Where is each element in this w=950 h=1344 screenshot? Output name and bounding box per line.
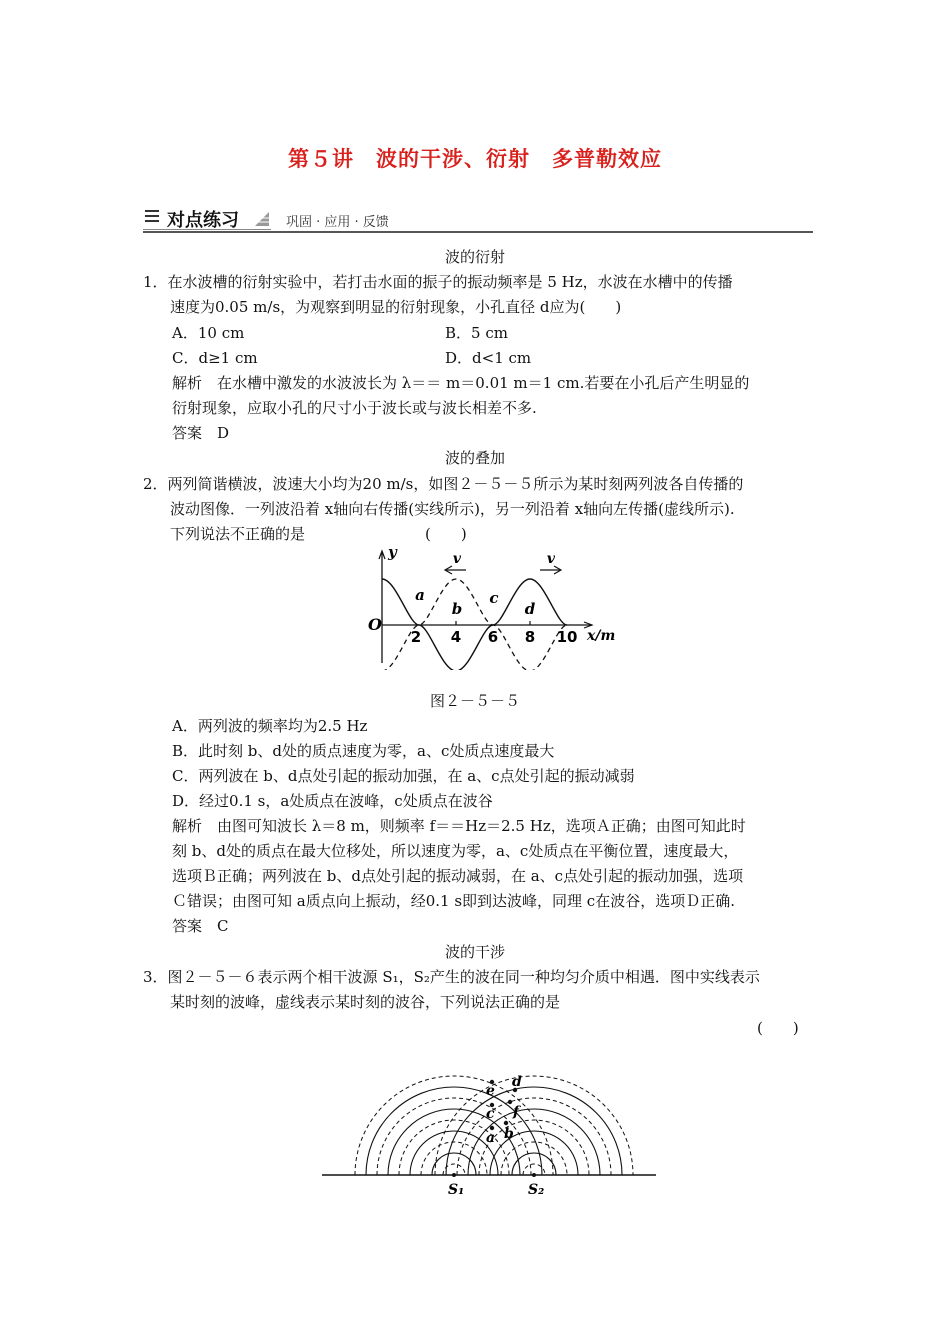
tick-label: 2 [410,628,422,646]
q1-option-b: B．5 cm [445,324,508,342]
q1-option-a: A．10 cm [172,324,245,342]
s1-troughs [355,1076,553,1175]
point-b-dot [504,1121,508,1125]
tick-label: 6 [487,628,499,646]
section-subtitle: 巩固 · 应用 · 反馈 [286,215,389,230]
q1-stem-line1: 1．在水波槽的衍射实验中，若打击水面的振子的振动频率是 5 Hz，水波在水槽中的传播 [143,273,733,291]
section-name: 对点练习 [167,210,239,231]
q2-option-c: C．两列波在 b、d点处引起的振动加强，在 a、c点处引起的振动减弱 [172,767,635,785]
tick-label: 10 [556,628,578,646]
q2-figure-caption: 图２－５－５ [429,692,520,710]
q1-heading: 波的衍射 [444,248,505,266]
point-label-c: c [489,589,499,607]
section-header [143,205,813,233]
right-arrow-icon [540,566,561,574]
q2-analysis-line4: Ｃ错误；由图可知 a质点向上振动，经0.1 s即到达波峰，同理 c在波谷，选项Ｄ正确. [172,892,735,910]
point-label-e: e [486,1083,495,1099]
point-label-b: b [504,1126,514,1142]
q2-option-a: A．两列波的频率均为2.5 Hz [172,717,368,735]
section-lines-icon [145,210,159,225]
point-f-dot [508,1100,512,1104]
point-label-c: c [486,1106,495,1122]
point-label-a: a [415,586,425,604]
y-axis-label: y [388,545,397,561]
section-wedge-icon [255,212,269,226]
q2-stem-line2: 波动图像．一列波沿着 x轴向右传播(实线所示)，另一列沿着 x轴向左传播(虚线所示). [170,500,735,518]
x-axis-label: x/m [587,628,616,644]
source-s2-dot [532,1173,536,1177]
q1-stem-line2: 速度为0.05 m/s，为观察到明显的衍射现象，小孔直径 d应为( ) [170,298,622,316]
source-s1-dot [452,1173,456,1177]
wave-graph-figure [362,545,622,670]
tick-label: 8 [524,628,536,646]
q1-analysis-line2: 衍射现象，应取小孔的尺寸小于波长或与波长相差不多. [172,399,537,417]
interference-figure [320,1060,660,1200]
q2-option-b: B．此时刻 b、d处的质点速度为零，a、c处质点速度最大 [172,742,555,760]
tick-label: 4 [450,628,462,646]
s2-crests [446,1087,622,1175]
source-s1-label: S₁ [448,1182,465,1198]
q1-answer: 答案 D [172,424,230,442]
q2-analysis-line3: 选项Ｂ正确；两列波在 b、d点处引起的振动减弱，在 a、c点处引起的振动加强，选项 [172,867,744,885]
q2-analysis-line2: 刻 b、d处的质点在最大位移处，所以速度为零，a、c处质点在平衡位置，速度最大， [172,842,739,860]
section-rule-short [143,229,271,230]
point-label-a: a [486,1130,496,1146]
s1-crests [366,1087,542,1175]
q1-option-c: C．d≥1 cm [172,349,258,367]
q3-stem-line2: 某时刻的波峰，虚线表示某时刻的波谷，下列说法正确的是 [170,993,561,1011]
section-rule [143,231,813,233]
q2-stem-line1: 2．两列简谐横波，波速大小均为20 m/s，如图２－５－５所示为某时刻两列波各自传播的 [143,475,744,493]
page-title: 第５讲 波的干涉、衍射 多普勒效应 [288,147,662,171]
velocity-label-left: v [452,551,462,567]
q1-analysis-line1: 解析 在水槽中激发的水波波长为 λ＝＝ m＝0.01 m＝1 cm.若要在小孔后产生明显的 [172,374,750,392]
s2-troughs [435,1076,633,1175]
point-label-d: d [524,600,536,618]
point-label-b: b [451,600,463,618]
q2-heading: 波的叠加 [444,449,505,467]
q3-heading: 波的干涉 [444,943,505,961]
q2-option-d: D．经过0.1 s，a处质点在波峰，c处质点在波谷 [172,792,493,810]
origin-label: O [368,615,382,634]
point-label-d: d [512,1074,522,1090]
q2-stem-line3: 下列说法不正确的是 ( ) [170,525,467,543]
q2-analysis-line1: 解析 由图可知波长 λ＝8 m，则频率 f＝＝Hz＝2.5 Hz，选项Ａ正确；由图可知此时 [172,817,746,835]
point-label-f: f [513,1104,520,1120]
velocity-label-right: v [546,551,556,567]
q2-answer: 答案 C [172,917,229,935]
left-arrow-icon [445,566,466,574]
q1-option-d: D．d<1 cm [445,349,532,367]
source-s2-label: S₂ [528,1182,545,1198]
q3-stem-line1: 3．图２－５－６表示两个相干波源 S₁，S₂产生的波在同一种均匀介质中相遇．图中实线表示 [143,968,760,986]
q3-answer-bracket: ( ) [757,1019,799,1037]
